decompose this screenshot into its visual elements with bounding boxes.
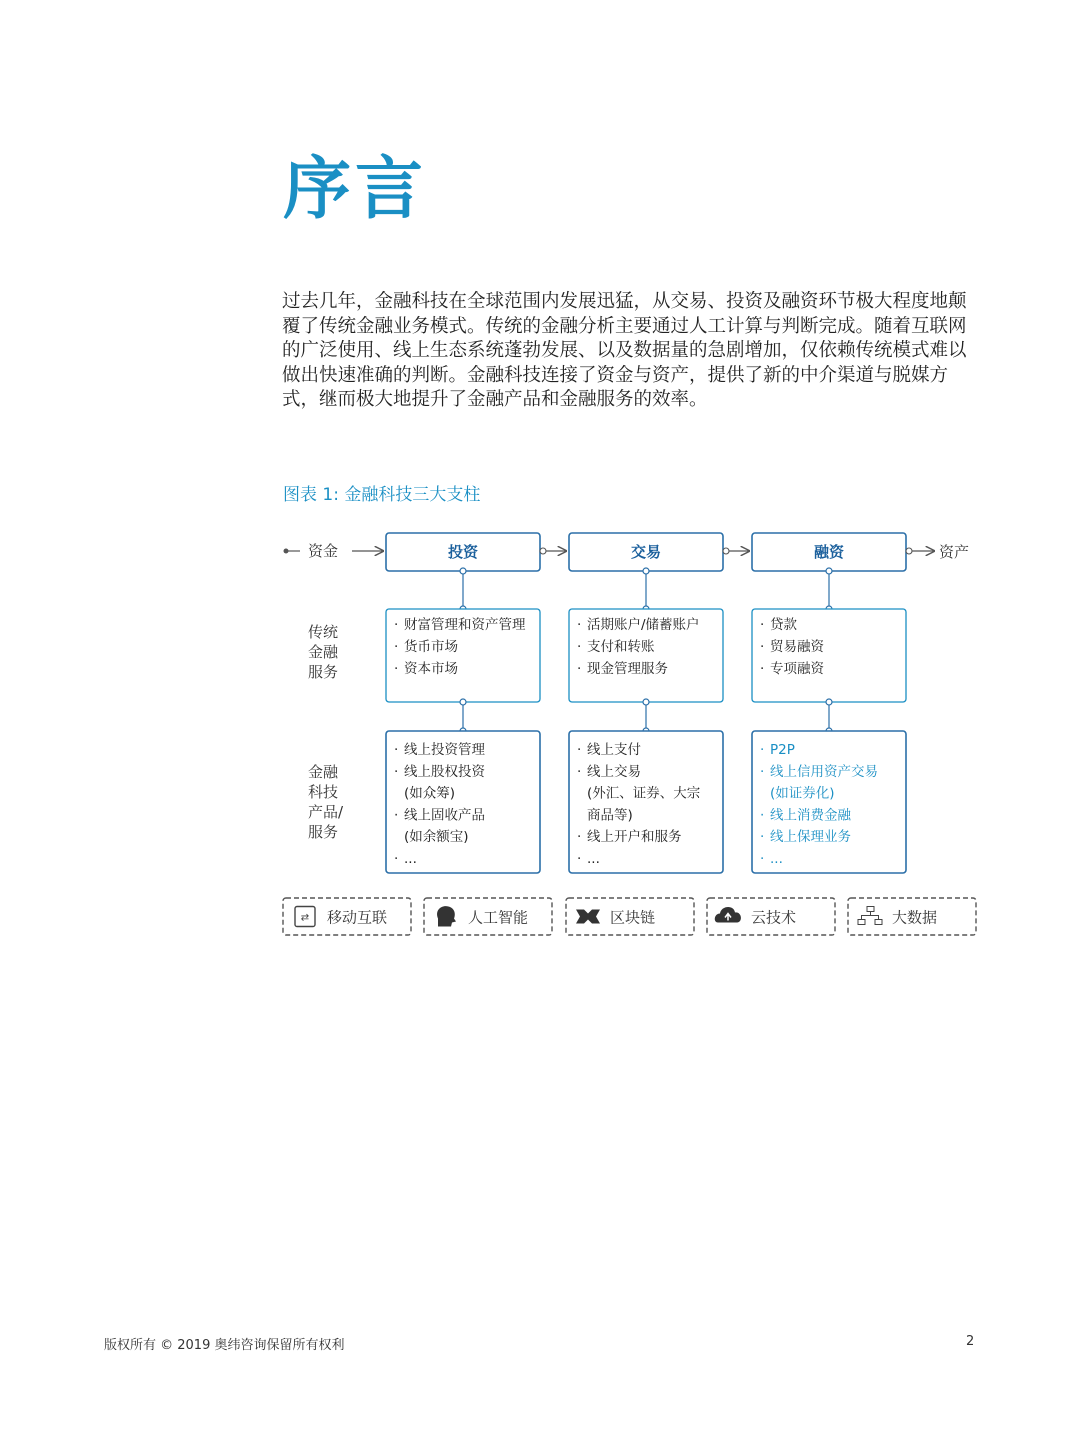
connector-dot [460, 568, 466, 574]
bullet-dot: · [760, 661, 765, 677]
bullet-dot: · [394, 617, 399, 633]
bullet-dot: · [394, 742, 399, 758]
figure-title: 图表 1: 金融科技三大支柱 [283, 485, 481, 505]
fintech-item: ... [587, 851, 600, 867]
row-label-fintech: 产品/ [308, 803, 344, 821]
bullet-dot: · [760, 851, 765, 867]
technology-label: 人工智能 [468, 908, 529, 927]
mobile-glyph: ⇄ [300, 912, 310, 924]
traditional-item: 专项融资 [770, 661, 824, 677]
row-label-fintech: 金融 [308, 763, 339, 781]
connector-dot [460, 699, 466, 705]
traditional-item: 贷款 [770, 617, 797, 633]
bullet-dot: · [577, 829, 582, 846]
flow-start-dot [284, 549, 289, 554]
pillar-header-2: 融资 [813, 543, 845, 561]
bullet-dot: · [394, 807, 399, 824]
flow-dot [540, 548, 546, 554]
fintech-item: 线上交易 [587, 763, 641, 780]
connector-dot [643, 699, 649, 705]
pillar-header-0: 投资 [447, 543, 479, 561]
traditional-item: 财富管理和资产管理 [404, 617, 526, 633]
copyright-footer: 版权所有 © 2019 奥纬咨询保留所有权利 [104, 1338, 345, 1353]
bullet-dot: · [760, 742, 765, 758]
fintech-item: (外汇、证券、大宗 [587, 785, 701, 802]
bullet-dot: · [760, 617, 765, 633]
source-label: 资金 [308, 542, 339, 560]
traditional-item: 支付和转账 [587, 639, 655, 655]
connector-dot [826, 568, 832, 574]
fintech-item: 线上消费金融 [770, 807, 851, 824]
bullet-dot: · [577, 742, 582, 758]
bullet-dot: · [394, 661, 399, 677]
flow-dot [723, 548, 729, 554]
bullet-dot: · [760, 829, 765, 846]
technology-label: 区块链 [610, 908, 656, 927]
fintech-item: 线上投资管理 [404, 742, 485, 758]
bullet-dot: · [394, 851, 399, 867]
fintech-item: 线上保理业务 [770, 829, 851, 846]
bullet-dot: · [577, 639, 582, 655]
row-label-fintech: 科技 [308, 783, 339, 801]
fintech-item: 线上支付 [587, 742, 641, 758]
traditional-item: 活期账户/储蓄账户 [587, 617, 700, 633]
bullet-dot: · [760, 763, 765, 780]
fintech-item: (如证券化) [770, 785, 835, 802]
row-label-traditional: 传统 [308, 623, 339, 641]
bullet-dot: · [577, 763, 582, 780]
fintech-item: 线上股权投资 [404, 763, 485, 780]
pillar-header-1: 交易 [630, 543, 662, 561]
fintech-item: 线上开户和服务 [587, 829, 682, 846]
bullet-dot: · [577, 661, 582, 677]
row-label-fintech: 服务 [308, 823, 339, 841]
page-title: 序言 [283, 150, 428, 229]
fintech-item: 线上固收产品 [404, 807, 485, 824]
bullet-dot: · [394, 639, 399, 655]
fintech-item: ... [404, 851, 417, 867]
technology-label: 云技术 [751, 908, 797, 927]
flow-dot [906, 548, 912, 554]
traditional-item: 贸易融资 [770, 639, 824, 655]
bullet-dot: · [760, 639, 765, 655]
row-label-traditional: 服务 [308, 663, 339, 681]
fintech-item: ... [770, 851, 783, 867]
fintech-item: 商品等) [587, 807, 633, 824]
connector-dot [643, 568, 649, 574]
target-label: 资产 [939, 543, 970, 561]
row-label-traditional: 金融 [308, 643, 339, 661]
traditional-item: 货币市场 [404, 639, 458, 655]
technology-label: 移动互联 [327, 908, 388, 927]
bullet-dot: · [760, 807, 765, 824]
connector-dot [826, 699, 832, 705]
bullet-dot: · [577, 617, 582, 633]
traditional-item: 资本市场 [404, 661, 458, 677]
fintech-item: (如众筹) [404, 785, 456, 802]
bullet-dot: · [577, 851, 582, 867]
traditional-item: 现金管理服务 [587, 661, 668, 677]
fintech-item: 线上信用资产交易 [770, 763, 878, 780]
page-number: 2 [966, 1334, 975, 1349]
intro-paragraph: 过去几年，金融科技在全球范围内发展迅猛，从交易、投资及融资环节极大程度地颠覆了传统金融业务模式。传统的金融分析主要通过人工计算与判断完成。随着互联网的广泛使用、线上生态系统蓬勃发展、以及数据量的急剧增加，仅依赖传统模式难以做出快速准确的判断。金融科技连接了资金与资产，提供了新的中介渠道与脱媒方式，继而极大地提升了金融产品和金融服务的效率。 [282, 291, 967, 410]
bullet-dot: · [394, 763, 399, 780]
fintech-item: P2P [770, 742, 795, 758]
fintech-item: (如余额宝) [404, 829, 469, 846]
technology-label: 大数据 [892, 908, 938, 927]
